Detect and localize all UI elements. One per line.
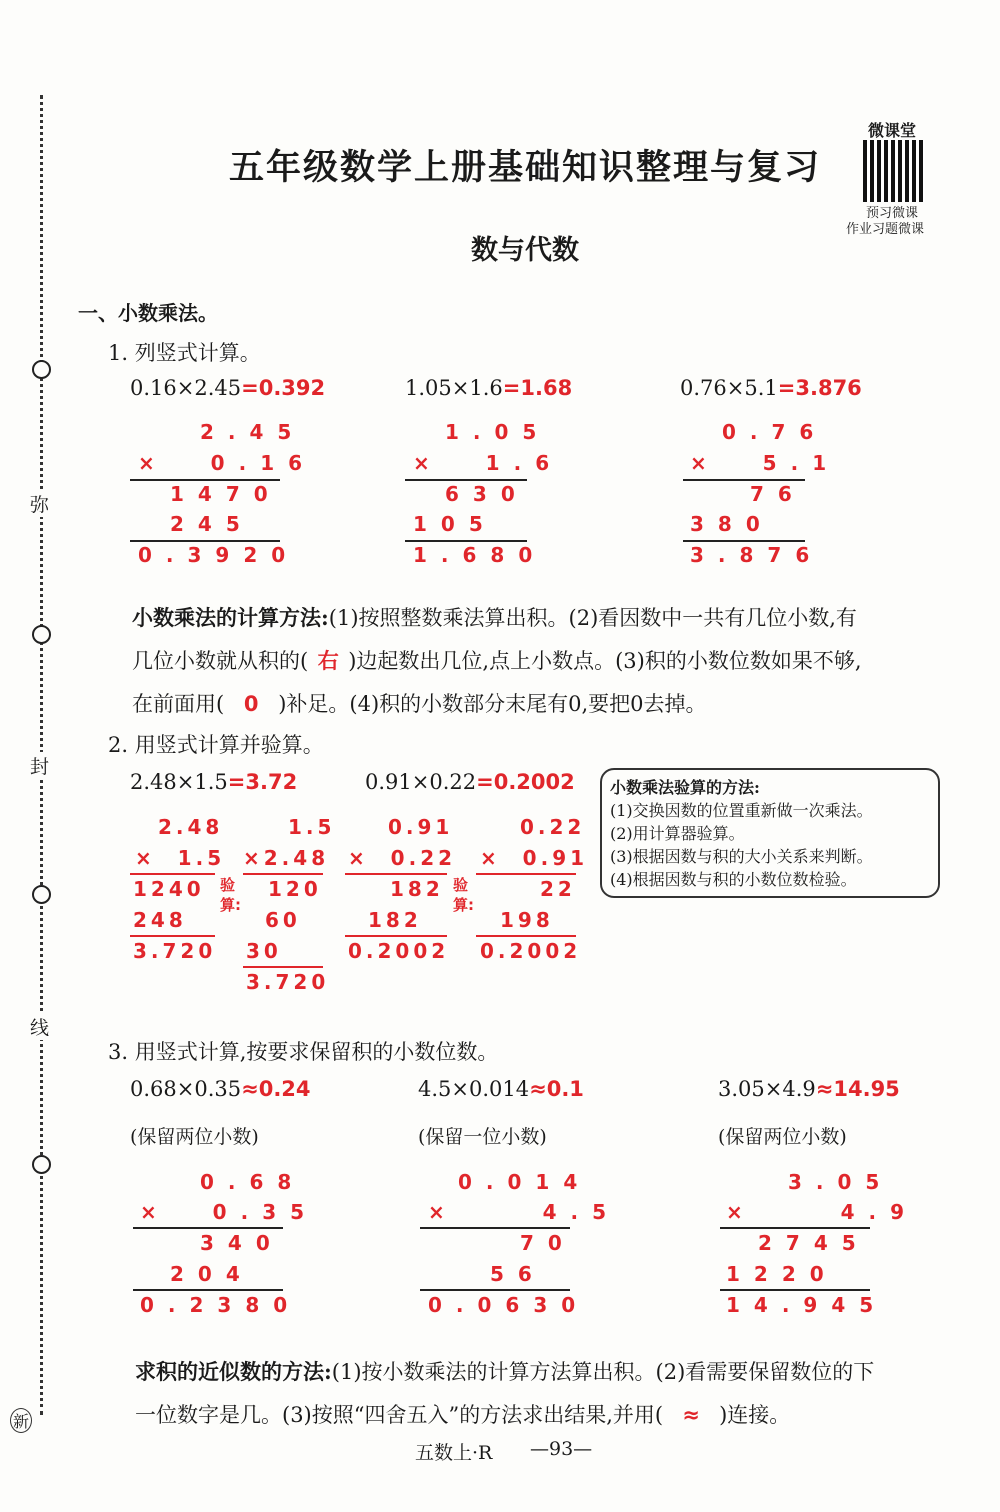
calc-row: × 0.16 — [138, 451, 317, 475]
calc-row: 1220 — [726, 1262, 838, 1286]
check-label: 验算: — [453, 876, 474, 914]
binding-hole — [32, 625, 51, 644]
calc-row: 22 — [540, 877, 576, 901]
calc-divider — [405, 540, 527, 542]
calc-divider — [130, 479, 280, 481]
calc-divider — [243, 966, 323, 968]
page-title: 五年级数学上册基础知识整理与复习 — [228, 147, 821, 188]
margin-char-mi: 弥 — [30, 490, 49, 517]
tip-item: (2)用计算器验算。 — [610, 824, 745, 843]
calc-row: 2.45 — [200, 420, 306, 444]
calc-row: × 0.35 — [140, 1200, 319, 1224]
calc-divider — [345, 935, 447, 937]
calc-divider — [345, 873, 447, 875]
tip-title: 小数乘法验算的方法: — [610, 778, 760, 797]
calc-row: 105 — [413, 512, 497, 536]
calc-row: 182 — [368, 908, 422, 932]
problem-expression: 0.68×0.35≈0.24 — [130, 1077, 311, 1101]
calc-row: 60 — [265, 908, 301, 932]
calc-row: × 1.6 — [413, 451, 564, 475]
calc-row: 630 — [445, 482, 529, 506]
problem-expression: 1.05×1.6=1.68 — [405, 376, 573, 400]
calc-divider — [130, 873, 215, 875]
calc-divider — [243, 873, 323, 875]
calc-row: × 0.22 — [348, 846, 457, 870]
question-label: 1. 列竖式计算。 — [108, 341, 261, 365]
question-label: 3. 用竖式计算,按要求保留积的小数位数。 — [108, 1040, 499, 1064]
rounding-note: (保留两位小数) — [130, 1126, 259, 1148]
calc-divider — [476, 935, 576, 937]
calc-row: 0.68 — [200, 1170, 306, 1194]
problem-expression: 0.16×2.45=0.392 — [130, 376, 326, 400]
calc-row: × 4.9 — [726, 1200, 919, 1224]
calc-row: 248 — [133, 908, 187, 932]
binding-hole — [32, 360, 51, 379]
calc-row: 380 — [690, 512, 774, 536]
page-subtitle: 数与代数 — [471, 235, 579, 266]
calc-divider — [720, 1289, 870, 1291]
calc-divider — [420, 1289, 570, 1291]
check-label: 验算: — [220, 876, 241, 914]
margin-char-feng: 封 — [30, 752, 49, 779]
corner-mark: 新 — [10, 1408, 32, 1433]
calc-divider — [683, 540, 805, 542]
calc-row: 30 — [246, 939, 282, 963]
calc-row: 0.2380 — [140, 1293, 302, 1317]
qr-label: 微课堂 — [868, 121, 917, 140]
calc-row: 3.05 — [788, 1170, 894, 1194]
calc-row: × 0.91 — [480, 846, 589, 870]
calc-row: 0.2002 — [480, 939, 582, 963]
calc-divider — [130, 540, 280, 542]
tip-item: (1)交换因数的位置重新做一次乘法。 — [610, 801, 873, 820]
problem-expression: 0.76×5.1=3.876 — [680, 376, 862, 400]
calc-divider — [720, 1227, 870, 1229]
problem-expression: 4.5×0.014≈0.1 — [418, 1077, 584, 1101]
calc-row: 198 — [500, 908, 554, 932]
calc-row: 340 — [200, 1231, 284, 1255]
footer-book-code: 五数上·R — [415, 1442, 493, 1464]
binding-hole — [32, 1155, 51, 1174]
calc-row: 1.680 — [413, 543, 547, 567]
calc-row: 1.5 — [288, 815, 336, 839]
problem-expression: 0.91×0.22=0.2002 — [365, 770, 575, 794]
calc-row: 0.2002 — [348, 939, 450, 963]
calc-row: × 1.5 — [135, 846, 226, 870]
calc-divider — [405, 479, 527, 481]
calc-row: 0.91 — [388, 815, 454, 839]
qr-caption: 作业习题微课 — [846, 222, 925, 237]
calc-row: 56 — [490, 1262, 546, 1286]
question-label: 2. 用竖式计算并验算。 — [108, 733, 324, 757]
page-number: —93— — [530, 1438, 593, 1460]
calc-row: 0.76 — [722, 420, 828, 444]
problem-expression: 2.48×1.5=3.72 — [130, 770, 298, 794]
calc-row: 1470 — [170, 482, 282, 506]
calc-row: 0.0630 — [428, 1293, 590, 1317]
tip-item: (3)根据因数与积的大小关系来判断。 — [610, 847, 873, 866]
problem-expression: 3.05×4.9≈14.95 — [718, 1077, 900, 1101]
calc-row: 1.05 — [445, 420, 551, 444]
binding-hole — [32, 885, 51, 904]
calc-row: 120 — [268, 877, 322, 901]
rounding-note: (保留一位小数) — [418, 1126, 547, 1148]
method-paragraph: 小数乘法的计算方法:(1)按照整数乘法算出积。(2)看因数中一共有几位小数,有 几位小数就从积的( 右 )边起数出几位,点上小数点。(3)积的小数位数如果不够, 在前面用( 0 )补足。(4)积的小数部分末尾有0,要把0去掉。 — [132, 605, 862, 716]
calc-row: 245 — [170, 512, 254, 536]
calc-row: 0.22 — [520, 815, 586, 839]
calc-row: × 4.5 — [428, 1200, 621, 1224]
calc-divider — [130, 935, 215, 937]
calc-divider — [476, 873, 576, 875]
calc-divider — [420, 1227, 570, 1229]
tip-box — [600, 768, 940, 898]
calc-row: ×2.48 — [243, 846, 330, 870]
calc-row: 182 — [390, 877, 444, 901]
calc-divider — [683, 479, 805, 481]
calc-row: 3.876 — [690, 543, 824, 567]
calc-row: 3.720 — [133, 939, 217, 963]
calc-row: 0.014 — [458, 1170, 592, 1194]
calc-row: 204 — [170, 1262, 254, 1286]
section-heading: 一、小数乘法。 — [78, 301, 218, 325]
qr-caption: 预习微课 — [866, 206, 919, 221]
tip-item: (4)根据因数与积的小数位数检验。 — [610, 870, 857, 889]
calc-row: × 5.1 — [690, 451, 841, 475]
method-paragraph: 求积的近似数的方法:(1)按小数乘法的计算方法算出积。(2)看需要保留数位的下 一位数字是几。(3)按照“四舍五入”的方法求出结果,并用( ≈ )连接。 — [135, 1359, 875, 1427]
rounding-note: (保留两位小数) — [718, 1126, 847, 1148]
calc-row: 1240 — [133, 877, 205, 901]
calc-divider — [133, 1289, 283, 1291]
calc-row: 2.48 — [158, 815, 224, 839]
calc-row: 2745 — [758, 1231, 870, 1255]
calc-row: 3.720 — [246, 970, 330, 994]
calc-row: 70 — [520, 1231, 576, 1255]
calc-divider — [133, 1227, 283, 1229]
margin-char-xian: 线 — [30, 1013, 49, 1040]
calc-row: 0.3920 — [138, 543, 300, 567]
calc-row: 14.945 — [726, 1293, 888, 1317]
calc-row: 76 — [750, 482, 806, 506]
